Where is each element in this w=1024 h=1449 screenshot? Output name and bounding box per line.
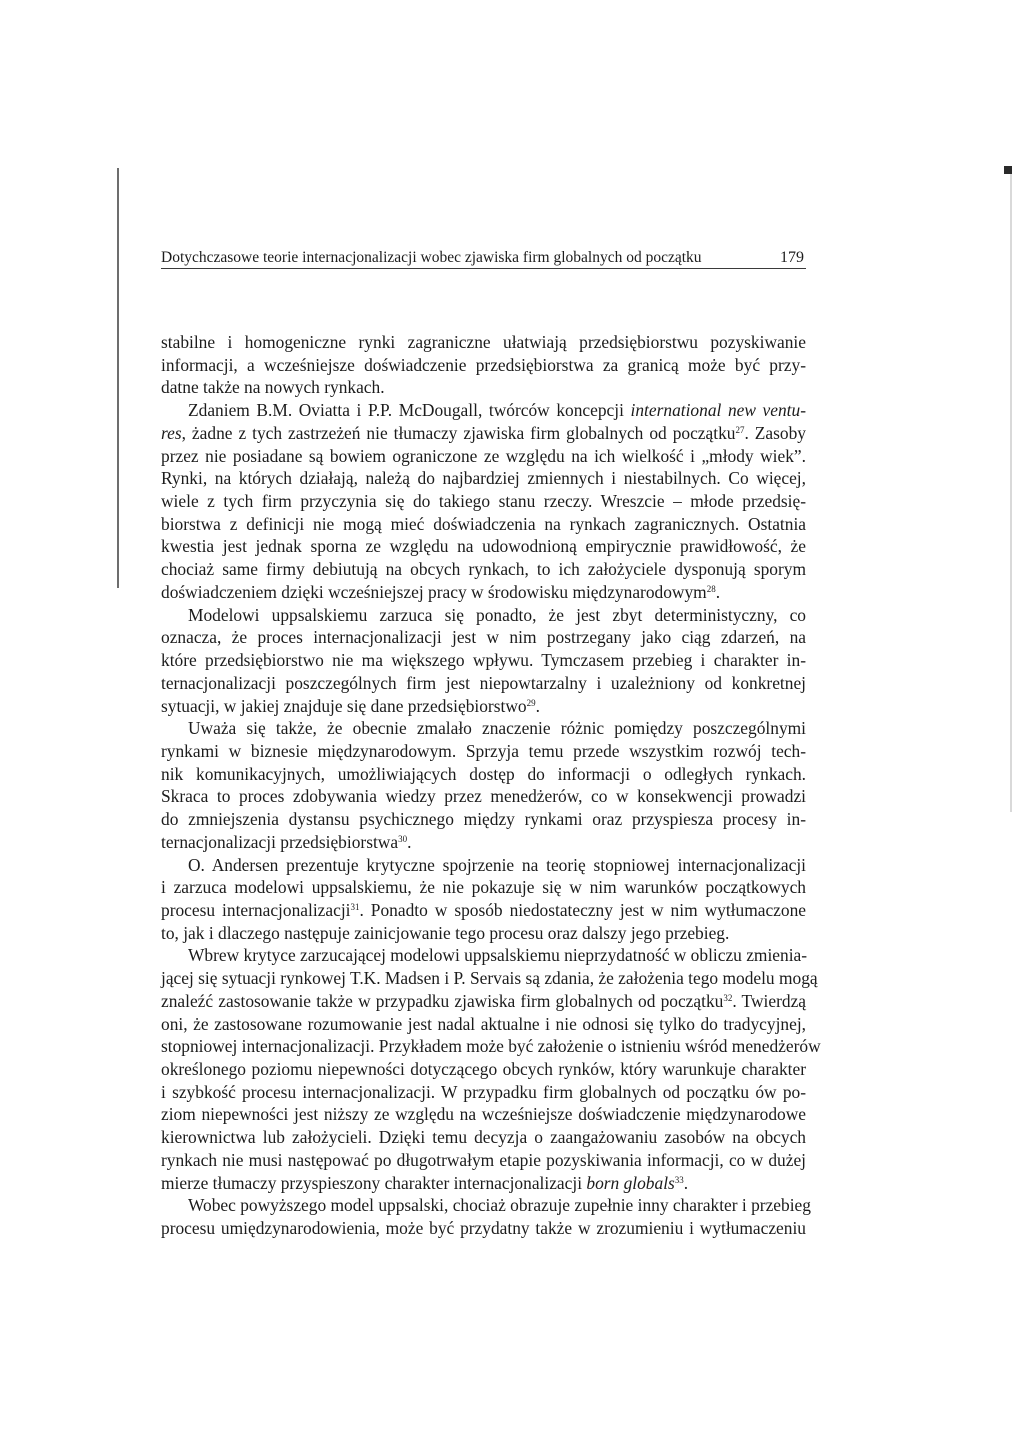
text-line (161, 1058, 806, 1081)
text-line (161, 831, 806, 854)
footnote-ref: 27 (735, 424, 745, 435)
text-line (161, 763, 806, 786)
text-run: Modelowi uppsalskiemu zarzuca się ponadto, że jest zbyt deterministyczny, co (188, 604, 806, 625)
text-line (161, 1126, 806, 1149)
text-line (161, 1172, 806, 1195)
text-run: Uważa się także, że obecnie zmalało znaczenie różnic pomiędzy poszczególnymi (188, 718, 806, 739)
text-line (161, 399, 806, 422)
text-line (161, 1013, 806, 1036)
text-line (161, 535, 806, 558)
text-line (161, 581, 806, 604)
text-run: do zmniejszenia dystansu psychicznego między rynkami oraz przyspiesza procesy in- (161, 809, 806, 830)
text-run: mierze tłumaczy przyspieszony charakter internacjonalizacji (161, 1172, 587, 1193)
text-line (161, 1103, 806, 1126)
text-run: Rynki, na których działają, należą do najbardziej zmiennych i niestabilnych. Co więcej, (161, 468, 806, 489)
text-run: sytuacji, w jakiej znajduje się dane przedsiębiorstwo (161, 695, 527, 716)
text-run: stabilne i homogeniczne rynki zagraniczne ułatwiają przedsiębiorstwu pozyskiwanie (161, 332, 806, 352)
body-text (161, 331, 821, 1240)
text-run: ternacjonalizacji poszczególnych firm jest niepowtarzalny i uzależniony od konkretnej (161, 672, 806, 693)
text-line (161, 1194, 811, 1217)
text-line (161, 876, 806, 899)
text-line (161, 1217, 806, 1240)
scan-edge-left (117, 168, 119, 588)
text-run: ziom niepewności jest niższy ze względu na wcześniejsze doświadczenie międzynarodowe (161, 1104, 806, 1125)
text-run: Skraca to proces zdobywania wiedzy przez menedżerów, co w konsekwencji prowadzi (161, 786, 806, 807)
footnote-ref: 32 (723, 992, 733, 1003)
text-run: stopniowej internacjonalizacji. Przykładem może być założenie o istnieniu wśród menedżerów (161, 1036, 821, 1057)
text-line (161, 1081, 806, 1104)
text-line (161, 490, 806, 513)
text-run: procesu internacjonalizacji (161, 899, 351, 920)
text-run: i zarzuca modelowi uppsalskiemu, że nie pokazuje się w nim warunków początkowych (161, 877, 806, 898)
text-line (161, 513, 806, 536)
text-run: to, jak i dlaczego następuje zainicjowanie tego procesu oraz dalszy jego przebieg. (161, 922, 730, 943)
text-run: określonego poziomu niepewności dotyczącego obcych rynków, który warunkuje charakter (161, 1059, 806, 1079)
text-line (161, 445, 806, 468)
scan-mark (1004, 166, 1012, 174)
text-line (161, 376, 806, 399)
text-run: oznacza, że proces internacjonalizacji jest w nim postrzegany jako ciąg zdarzeń, na (161, 627, 806, 648)
text-run: O. Andersen prezentuje krytyczne spojrzenie na teorię stopniowej internacjonalizacji (188, 854, 806, 875)
text-line (161, 354, 806, 377)
text-run: Zdaniem B.M. Oviatta i P.P. McDougall, twórców koncepcji (188, 400, 631, 421)
text-line (161, 785, 806, 808)
text-run: oni, że zastosowane rozumowanie jest nadal aktualne i nie odnosi się tylko do tradycyjnej, (161, 1013, 806, 1034)
text-line (161, 717, 806, 740)
text-line (161, 467, 806, 490)
text-run: chociaż same firmy debiutują na obcych rynkach, to ich założyciele dysponują sporym (161, 559, 806, 580)
text-run: . (535, 695, 540, 716)
text-line (161, 990, 806, 1013)
text-run: które przedsiębiorstwo nie ma większego wpływu. Tymczasem przebieg i charakter in- (161, 650, 806, 671)
page-number: 179 (780, 249, 804, 266)
text-run: kierownictwa lub założycieli. Dzięki temu decyzja o zaangażowaniu zasobów na obcych (161, 1127, 806, 1148)
running-head-title: Dotychczasowe teorie internacjonalizacji wobec zjawiska firm globalnych od początku (161, 249, 702, 266)
text-line (161, 422, 806, 445)
text-line (161, 854, 806, 877)
footnote-ref: 31 (350, 901, 360, 912)
text-run: kwestia jest jednak sporna ze względu na udowodnioną empirycznie prawidłowość, że (161, 536, 806, 557)
text-run: jącej się sytuacji rynkowej T.K. Madsen i P. Servais są zdania, że założenia tego modelu mogą (161, 968, 818, 989)
text-run: . Twierdzą (732, 990, 807, 1011)
footnote-ref: 29 (526, 697, 536, 708)
text-run: biorstwa z definicji nie mogą mieć doświadczenia na rynkach zagranicznych. Ostatnia (161, 513, 806, 534)
text-line (161, 672, 806, 695)
text-line (161, 604, 806, 627)
text-run: rynkami w biznesie międzynarodowym. Sprzyja temu przede wszystkim rozwój tech- (161, 740, 806, 761)
footnote-ref: 30 (398, 833, 408, 844)
text-run: . Zasoby (744, 422, 806, 443)
footnote-ref: 28 (706, 583, 716, 594)
text-run: informacji, a wcześniejsze doświadczenie przedsiębiorstwa za granicą może być przy- (161, 354, 806, 375)
text-line (161, 899, 806, 922)
italic-term: res (161, 422, 182, 443)
text-run: przez nie posiadane są bowiem ograniczone ze względu na ich wielkość i „młody wiek”. (161, 445, 806, 466)
text-line (161, 649, 806, 672)
text-run: . (715, 581, 721, 602)
text-run: procesu umiędzynarodowienia, może być przydatny także w zrozumieniu i wytłumaczeniu (161, 1218, 806, 1239)
text-run: , żadne z tych zastrzeżeń nie tłumaczy zjawiska firm globalnych od początku (181, 422, 736, 443)
italic-term: born globals (586, 1172, 675, 1193)
text-run: . (683, 1172, 689, 1193)
text-run: znaleźć zastosowanie także w przypadku zjawiska firm globalnych od początku (161, 990, 724, 1011)
scan-edge-right (1010, 172, 1012, 812)
text-line (161, 967, 818, 990)
text-run: Wobec powyższego model uppsalski, chociaż obrazuje zupełnie inny charakter i przebieg (188, 1195, 811, 1216)
text-run: datne także na nowych rynkach. (161, 377, 385, 398)
italic-term: international new ventu- (630, 400, 806, 421)
text-line (161, 944, 806, 967)
text-line (161, 558, 806, 581)
text-line (161, 1149, 806, 1172)
text-run: doświadczeniem dzięki wcześniejszej pracy w środowisku międzynarodowym (161, 581, 707, 602)
running-head (161, 246, 806, 269)
text-run: wiele z tych firm przyczynia się do takiego stanu rzeczy. Wreszcie – młode przedsię- (161, 491, 806, 512)
text-line (161, 808, 806, 831)
text-run: rynkach nie musi następować po długotrwałym etapie pozyskiwania informacji, co w dużej (161, 1149, 806, 1170)
text-line (161, 740, 806, 763)
footnote-ref: 33 (674, 1174, 684, 1185)
text-run: i szybkość procesu internacjonalizacji. W przypadku firm globalnych od początku ów po- (161, 1081, 806, 1102)
text-line (161, 331, 806, 354)
text-run: . Ponadto w sposób niedostateczny jest w nim wytłumaczone (359, 899, 806, 920)
text-line (161, 922, 806, 945)
text-run: nik komunikacyjnych, umożliwiających dostęp do informacji o odległych rynkach. (161, 763, 806, 784)
text-line (161, 626, 806, 649)
text-run: Wbrew krytyce zarzucającej modelowi uppsalskiemu nieprzydatność w obliczu zmienia- (188, 945, 808, 966)
text-run: . (407, 831, 412, 852)
text-line (161, 1035, 821, 1058)
text-line (161, 695, 806, 718)
text-run: ternacjonalizacji przedsiębiorstwa (161, 831, 399, 852)
